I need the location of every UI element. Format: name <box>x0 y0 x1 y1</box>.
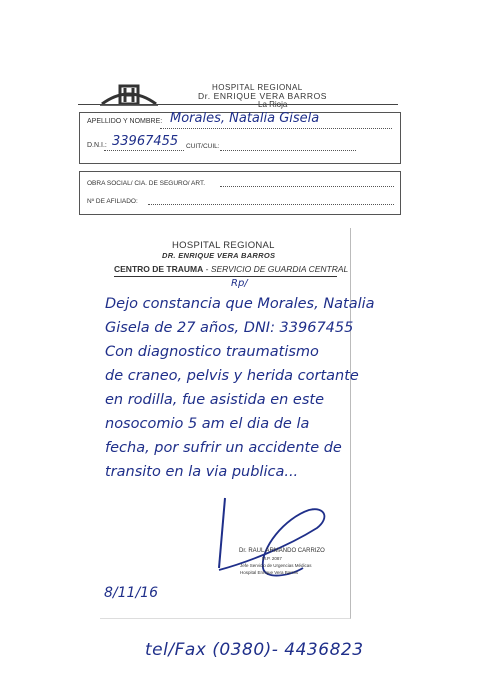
prescription-line: nosocomio 5 am el dia de la <box>105 416 310 432</box>
rx-service: SERVICIO DE GUARDIA CENTRAL <box>210 264 349 274</box>
prescription-line: Con diagnostico traumatismo <box>105 344 319 360</box>
name-value: Morales, Natalia Gisela <box>170 111 320 126</box>
stamp-hospital: Hospital Enrique Vera Barros <box>240 570 299 575</box>
stamp-doctor-name: Dr. RAUL ARMANDO CARRIZO <box>239 548 325 554</box>
hospital-name: Dr. ENRIQUE VERA BARROS <box>198 91 328 101</box>
cuit-label: CUIT/CUIL: <box>186 143 220 150</box>
rx-area-name: CENTRO DE TRAUMA <box>114 264 204 274</box>
afiliado-label: Nº DE AFILIADO: <box>87 198 138 205</box>
dni-dotted-line <box>104 150 184 151</box>
prescription-date: 8/11/16 <box>104 585 158 601</box>
rx-symbol: Rp/ <box>231 278 248 289</box>
prescription-line: en rodilla, fue asistida en este <box>105 392 325 408</box>
hospital-title: HOSPITAL REGIONAL <box>212 83 303 92</box>
prescription-line: de craneo, pelvis y herida cortante <box>105 368 359 384</box>
name-label: APELLIDO Y NOMBRE: <box>87 118 163 125</box>
prescription-line: transito en la via publica... <box>105 464 299 480</box>
header-rule <box>78 104 398 105</box>
doctor-signature <box>205 488 335 583</box>
phone-note: tel/Fax (0380)- 4436823 <box>145 640 364 660</box>
hospital-city: La Rioja <box>258 100 288 109</box>
name-dotted-line <box>160 128 392 129</box>
obra-social-dotted-line <box>220 186 394 187</box>
stamp-servicio: Jefe Servicio de Urgencias Médicas <box>240 563 312 568</box>
stamp-mp: M.P. 2087 <box>262 556 282 561</box>
prescription-line: Gisela de 27 años, DNI: 33967455 <box>105 320 354 336</box>
afiliado-dotted-line <box>148 204 394 205</box>
rx-area-rule <box>114 276 337 277</box>
obra-social-label: OBRA SOCIAL/ CIA. DE SEGURO/ ART. <box>87 180 205 187</box>
dni-value: 33967455 <box>112 134 179 149</box>
rx-area-separator: - <box>203 264 211 274</box>
rx-hospital-title: HOSPITAL REGIONAL <box>172 240 275 251</box>
prescription-line: fecha, por sufrir un accidente de <box>105 440 342 456</box>
rx-hospital-name: DR. ENRIQUE VERA BARROS <box>162 251 276 260</box>
prescription-line: Dejo constancia que Morales, Natalia <box>105 296 375 312</box>
cuit-dotted-line <box>220 150 356 151</box>
dni-label: D.N.I.: <box>87 142 107 149</box>
insurance-box <box>79 171 401 215</box>
rx-area <box>114 264 348 274</box>
